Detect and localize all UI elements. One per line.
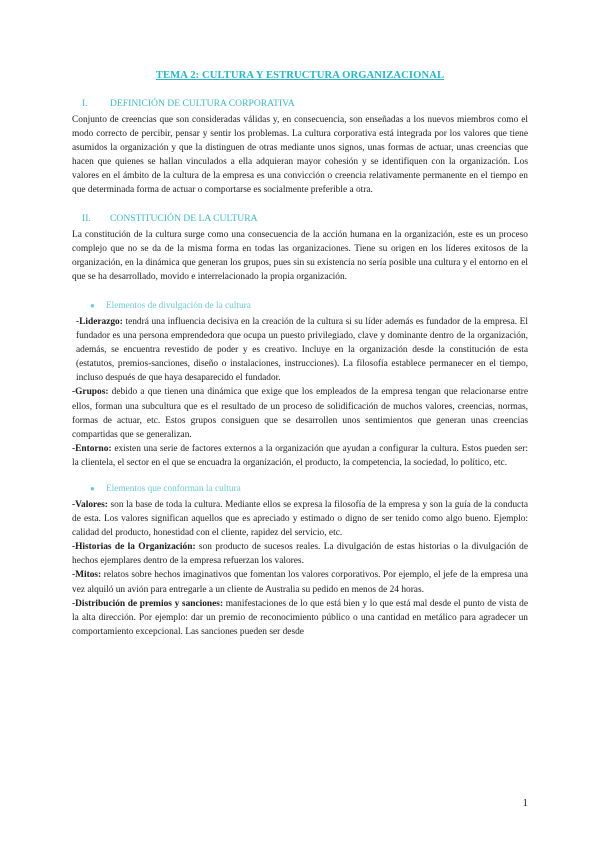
bullet-heading-label: Elementos que conforman la cultura <box>106 483 241 494</box>
list-item-mitos <box>72 568 528 596</box>
list-item-historias <box>72 540 528 568</box>
section-title: DEFINICIÓN DE CULTURA CORPORATIVA <box>110 98 295 109</box>
bullet-heading-divulgacion <box>90 301 528 311</box>
bullet-icon: ● <box>90 483 95 493</box>
bullet-heading-label: Elementos de divulgación de la cultura <box>106 300 251 311</box>
page-number: 1 <box>522 797 528 809</box>
item-term: -Liderazgo: <box>76 316 123 327</box>
item-text: son producto de sucesos reales. La divulgación de estas historias o la divulgación de hechos ejemplares dentro de la empresa refuerzan los valores. <box>72 542 528 567</box>
list-item-premios-sanciones <box>72 597 528 639</box>
bullet-heading-conforman <box>90 484 528 494</box>
section-number: I. <box>82 98 88 109</box>
item-term: -Historias de la Organización: <box>72 542 196 553</box>
section-title: CONSTITUCIÓN DE LA CULTURA <box>110 212 258 224</box>
section-2-paragraph: La constitución de la cultura surge como una consecuencia de la acción humana en la organización, este es un proceso complejo que no se da de la misma forma en todas las organizaciones. Tiene su origen en los líderes exitosos de la organización, en la dinámica que generan los grupos, pues sin su existencia no sería posible una cultura y el entorno en el que se ha desarrollado, movido e interrelacionado la propia organización. <box>72 229 528 282</box>
list-item-liderazgo <box>72 315 528 385</box>
item-term: -Grupos: <box>72 387 109 398</box>
item-text: debido a que tienen una dinámica que exige que los empleados de la empresa tengan que relacionarse entre ellos, forman una subcultura que es el resultado de un proceso de solidificación de muchos valores, creencias, normas, formas de actuar, etc. Estos grupos consiguen que se desarrollen unos sentimientos que generan unas creencias compartidas que se generalizan. <box>72 387 528 440</box>
list-item-valores <box>72 498 528 540</box>
item-text: manifestaciones de lo que está bien y lo que está mal desde el punto de vista de la alta dirección. Por ejemplo: dar un premio de reconocimiento público o una cantidad en metálico para agradecer un comportamiento excepcional. Las sanciones pueden ser desde <box>72 598 528 637</box>
bullet-icon: ● <box>90 300 95 310</box>
item-text: son la base de toda la cultura. Mediante ellos se expresa la filosofía de la empresa y son la guía de la conducta de esta. Los valores significan aquellos que es apreciado y estimado o digno de ser tenido como algo bueno. Ejemplo: calidad del producto, honestidad con el cliente, rapidez del servicio, etc. <box>72 499 528 539</box>
item-term: -Valores: <box>72 499 108 510</box>
page-content <box>72 70 528 639</box>
item-term: -Distribución de premios y sanciones: <box>72 598 224 609</box>
item-term: -Mitos: <box>72 570 102 581</box>
item-text: relatos sobre hechos imaginativos que fomentan los valores corporativos. Por ejemplo, el jefe de la empresa una vez alquiló un avión para entregarle a un cliente de Australia su pedido en menos de 24 horas. <box>72 570 528 595</box>
section-number: II. <box>82 212 91 224</box>
list-item-entorno <box>72 442 528 470</box>
section-heading-2 <box>82 213 528 224</box>
section-1-paragraph: Conjunto de creencias que son consideradas válidas y, en consecuencia, son enseñadas a los nuevos miembros como el modo correcto de percibir, pensar y sentir los problemas. La cultura corporativa está integrada por los valores que tiene asumidos la organización y que la distinguen de otras mediante unos signos, unas formas de actuar, unas creencias que hacen que quienes se hallan vinculados a ella adquieran mayor cohesión y se identifiquen con la organización. Los valores en el ámbito de la cultura de la empresa es una convicción o creencia relativamente permanente en el tiempo en que determinada forma de actuar o comportarse es socialmente preferible a otra. <box>72 115 528 196</box>
section-heading-1 <box>82 98 528 109</box>
item-term: -Entorno: <box>72 443 112 454</box>
list-item-grupos <box>72 385 528 441</box>
item-text: existen una serie de factores externos a la organización que ayudan a configurar la cultura. Estos pueden ser: la clientela, el sector en el que se encuadra la organización, el producto, la competencia, la sociedad, lo político, etc. <box>72 443 528 468</box>
item-text: tendrá una influencia decisiva en la creación de la cultura si su líder además es fundador de la empresa. El fundador es una persona emprendedora que ocupa un puesto privilegiado, clave y dominante dentro de la organización, además, se encuentra revestido de poder y es creativo. Incluye en la organización desde la constitución de esta (estatutos, premios-sanciones, diseño o instalaciones, instrucciones). La filosofía establece permanecer en el tiempo, incluso después de que haya desaparecido el fundador. <box>76 316 528 384</box>
page-title: TEMA 2: CULTURA Y ESTRUCTURA ORGANIZACIONAL <box>155 70 445 81</box>
